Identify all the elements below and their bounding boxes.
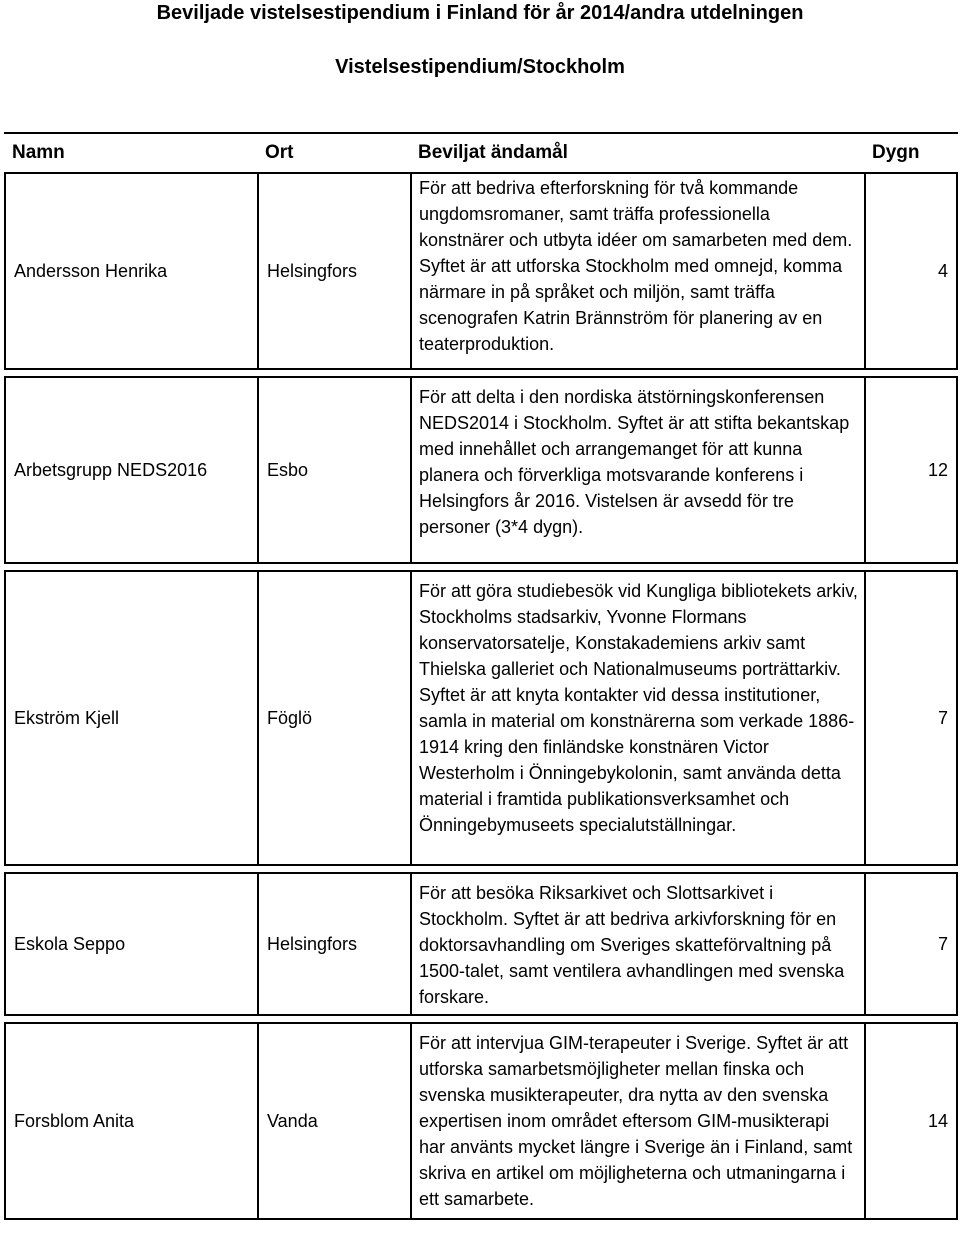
cell-days: 7 — [866, 572, 958, 866]
purpose-text: För att delta i den nordiska ätstörningskonferensen NEDS2014 i Stockholm. Syftet är att stifta bekantskap med innehållet och arrangemanget för att kunna planera och förverkliga motsvarande konferens i Helsingfors år 2016. Vistelsen är avsedd för tre personer (3*4 dygn). — [419, 387, 850, 537]
header-purpose: Beviljat ändamål — [410, 132, 866, 174]
row-separator — [4, 866, 958, 874]
table-row — [4, 1024, 958, 1220]
grant-table — [4, 132, 958, 1220]
purpose-text: För att intervjua GIM-terapeuter i Sverige. Syftet är att utforska samarbetsmöjligheter mellan finska och svenska musikterapeuter, dra nytta av den svenska expertisen inom området eftersom GIM-musikterapi har använts mycket längre i Sverige än i Finland, samt skriva en artikel om möjligheterna och utmaningarna i ett samarbete. — [419, 1033, 853, 1209]
cell-city: Vanda — [257, 1024, 410, 1220]
purpose-text: För att göra studiebesök vid Kungliga bibliotekets arkiv, Stockholms stadsarkiv, Yvonne Flormans konservatorsatelje, Konstakademiens arkiv samt Thielska galleriet och Nationalmuseums porträttarkiv. Syftet är att knyta kontakter vid dessa institutioner, samla in material om konstnärerna som verkade 1886-1914 kring den finländske konstnären Victor Westerholm i Önningebykolonin, samt använda detta material i framtida publikationsverksamhet och Önningebymuseets specialutställningar. — [419, 581, 858, 835]
row-separator — [4, 1016, 958, 1024]
cell-purpose — [410, 378, 866, 564]
cell-city: Helsingfors — [257, 874, 410, 1016]
row-separator — [4, 564, 958, 572]
purpose-text: För att besöka Riksarkivet och Slottsarkivet i Stockholm. Syftet är att bedriva arkivforskning för en doktorsavhandling om Sveriges skatteförvaltning på 1500-talet, samt ventilera avhandlingen med svenska forskare. — [419, 883, 845, 1007]
cell-days: 4 — [866, 174, 958, 370]
document-title: Beviljade vistelsestipendium i Finland för år 2014/andra utdelningen — [156, 2, 804, 24]
cell-name: Eskola Seppo — [4, 874, 257, 1016]
cell-purpose — [410, 572, 866, 866]
table-header-row — [4, 132, 958, 174]
row-separator — [4, 370, 958, 378]
table-row — [4, 874, 958, 1016]
header-name: Namn — [4, 132, 257, 174]
cell-city: Föglö — [257, 572, 410, 866]
cell-name: Arbetsgrupp NEDS2016 — [4, 378, 257, 564]
table-row — [4, 572, 958, 866]
document-subtitle: Vistelsestipendium/Stockholm — [335, 56, 625, 78]
cell-city: Esbo — [257, 378, 410, 564]
table-row — [4, 378, 958, 564]
header-days: Dygn — [866, 132, 958, 174]
cell-purpose — [410, 1024, 866, 1220]
cell-purpose — [410, 174, 866, 370]
cell-days: 7 — [866, 874, 958, 1016]
cell-days: 14 — [866, 1024, 958, 1220]
purpose-text: För att bedriva efterforskning för två kommande ungdomsromaner, samt träffa professionella konstnärer och utbyta idéer om samarbeten med dem. Syftet är att utforska Stockholm med omnejd, komma närmare in på språket och miljön, samt träffa scenografen Katrin Brännström för planering av en teaterproduktion. — [419, 178, 853, 354]
cell-city: Helsingfors — [257, 174, 410, 370]
cell-name: Andersson Henrika — [4, 174, 257, 370]
header-city: Ort — [257, 132, 410, 174]
cell-name: Ekström Kjell — [4, 572, 257, 866]
table-row — [4, 174, 958, 370]
cell-days: 12 — [866, 378, 958, 564]
cell-name: Forsblom Anita — [4, 1024, 257, 1220]
cell-purpose — [410, 874, 866, 1016]
